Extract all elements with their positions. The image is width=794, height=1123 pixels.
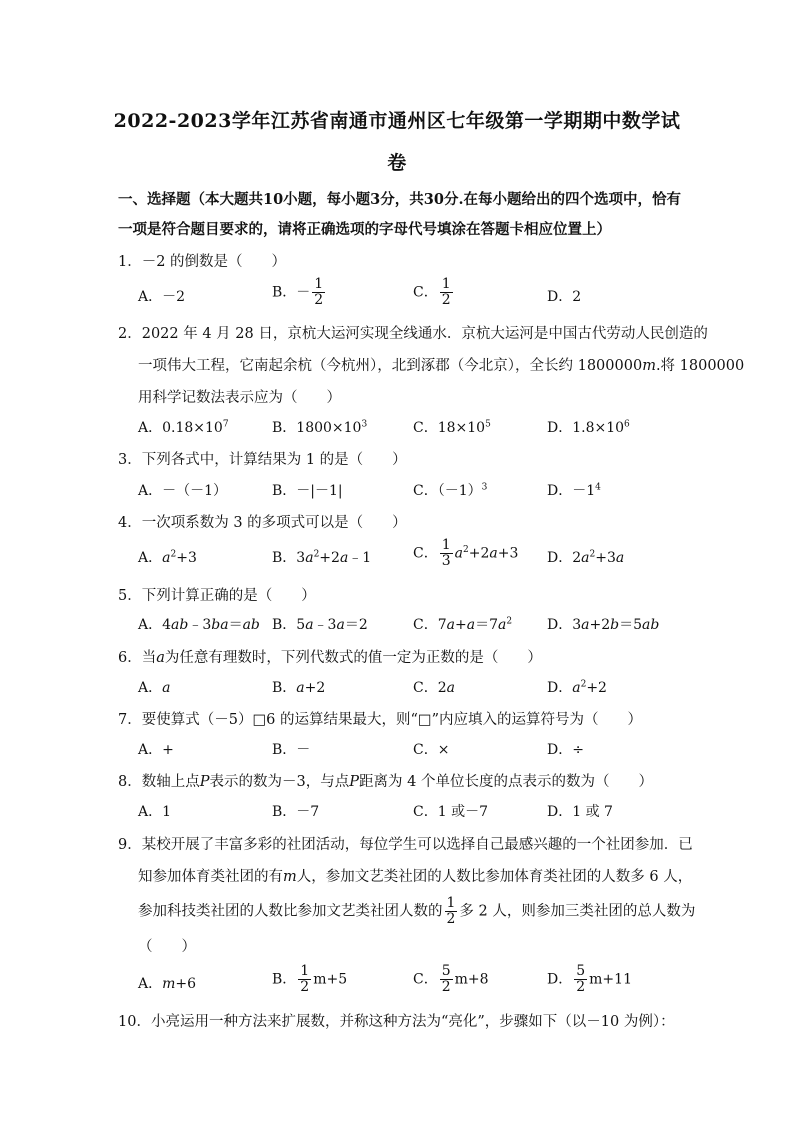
option-label: B．－	[272, 284, 311, 301]
numerator: 1	[441, 276, 451, 292]
text: C．	[413, 971, 438, 988]
text: B．	[272, 680, 297, 696]
exponent: 2	[580, 679, 587, 690]
variable: a	[296, 680, 305, 696]
option-label: C．	[413, 284, 438, 301]
text: D．2	[547, 550, 582, 566]
variable: P	[349, 774, 359, 790]
text: 人，参加文艺类社团的人数比参加体育类社团的人数多 6 人，	[296, 869, 693, 885]
question-9-line-1: 9．某校开展了丰富多彩的社团活动，每位学生可以选择自己最感兴趣的一个社团参加．已	[118, 837, 693, 853]
section-heading-line-2: 一项是符合题目要求的，请将正确选项的字母代号填涂在答题卡相应位置上）	[118, 221, 611, 238]
numerator: 5	[441, 963, 451, 979]
variable: a	[498, 617, 507, 633]
option-text: C．（－1）	[413, 483, 482, 499]
exponent: 3	[361, 419, 368, 430]
question-4-option-c	[413, 538, 518, 569]
denominator: 2	[446, 911, 456, 927]
text: C．2	[413, 680, 447, 696]
exponent: 3	[481, 482, 488, 493]
text: 距离为 4 个单位长度的点表示的数为（ ）	[359, 774, 653, 790]
question-7-option-c: C．×	[413, 742, 450, 758]
variable: ab	[171, 617, 189, 633]
question-2-line-1: 2．2022 年 4 月 28 日，京杭大运河实现全线通水．京杭大运河是中国古代劳动人民创造的	[118, 326, 708, 342]
text: +2	[304, 680, 326, 696]
exponent: 5	[485, 419, 491, 430]
text: D．	[547, 680, 573, 696]
variable: a	[305, 617, 314, 633]
text: 一项伟大工程，它南起余杭（今杭州），北到涿郡（今北京），全长约 1800000	[138, 358, 643, 374]
text: +	[454, 617, 467, 633]
text: A．4	[138, 617, 172, 633]
question-1-option-a: A．－2	[138, 289, 186, 305]
question-5-option-d	[547, 614, 659, 634]
fraction	[440, 277, 453, 308]
question-8-option-b: B．－7	[272, 804, 320, 820]
fraction	[440, 964, 453, 995]
numerator: 5	[576, 963, 586, 979]
question-2-line-3: 用科学记数法表示应为（ ）	[138, 390, 341, 406]
variable: a	[489, 545, 498, 562]
variable: ab	[242, 617, 260, 633]
text: 参加科技类社团的人数比参加文艺类社团人数的	[138, 903, 443, 920]
text: ﹣1	[348, 550, 372, 566]
denominator: 2	[576, 979, 586, 995]
text: 8．数轴上点	[118, 774, 200, 790]
variable: a	[581, 617, 590, 633]
text: C．7	[413, 617, 447, 633]
question-4-option-a	[138, 547, 197, 567]
question-9-option-d	[547, 964, 632, 995]
question-1-option-d: D．2	[547, 289, 582, 305]
text: m+5	[313, 971, 348, 988]
question-9-line-4: （ ）	[138, 939, 196, 955]
text: A．	[138, 550, 163, 566]
numerator: 1	[446, 895, 456, 911]
text: ﹣3	[313, 617, 337, 633]
question-6-option-b	[272, 677, 325, 697]
text: ﹣3	[188, 617, 212, 633]
option-text: B．1800×10	[272, 420, 362, 436]
exponent: 2	[313, 549, 320, 560]
question-2-option-d	[547, 417, 630, 437]
exponent: 2	[170, 549, 177, 560]
question-3-option-d	[547, 480, 601, 500]
question-9-line-3	[138, 896, 695, 927]
fraction	[298, 964, 311, 995]
text: B．5	[272, 617, 306, 633]
question-6-option-d	[547, 677, 607, 697]
question-5-stem: 5．下列计算正确的是（ ）	[118, 588, 316, 604]
question-3-option-c	[413, 480, 487, 500]
question-5-option-a	[138, 614, 260, 634]
text: 表示的数为－3，与点	[209, 774, 350, 790]
denominator: 3	[441, 553, 451, 569]
question-9-option-c	[413, 964, 489, 995]
question-1-option-b	[272, 277, 327, 308]
question-10-stem: 10．小亮运用一种方法来扩展数，并称这种方法为“亮化”，步骤如下（以－10 为例）：	[118, 1014, 675, 1030]
exponent: 2	[589, 549, 596, 560]
question-8-option-a: A．1	[138, 804, 172, 820]
question-7-stem: 7．要使算式（－5）□6 的运算结果最大，则“□”内应填入的运算符号为（ ）	[118, 712, 643, 728]
variable: P	[199, 774, 210, 790]
question-3-option-b: B．－|－1|	[272, 483, 343, 499]
variable: a	[162, 680, 171, 696]
question-6-option-a	[138, 677, 170, 697]
question-9-option-b	[272, 964, 347, 995]
option-text: D．－1	[547, 483, 596, 499]
exponent: 6	[624, 419, 630, 430]
question-1-option-c	[413, 277, 455, 308]
text: 知参加体育类社团的有	[138, 869, 283, 885]
text: A．	[138, 680, 163, 696]
text: .将 1800000	[655, 358, 745, 374]
variable: a	[454, 545, 463, 562]
text: +2	[319, 550, 340, 566]
text: +2	[586, 680, 607, 696]
exam-title-line-1: 2022-2023学年江苏省南通市通州区七年级第一学期期中数学试	[113, 110, 681, 132]
text: ＝5	[619, 617, 643, 633]
numerator: 1	[441, 537, 451, 553]
fraction	[312, 277, 325, 308]
question-3-stem: 3．下列各式中，计算结果为 1 的是（ ）	[118, 452, 407, 468]
question-2-option-b	[272, 417, 367, 437]
text: +3	[595, 550, 616, 566]
option-text: D．1.8×10	[547, 420, 625, 436]
variable: a	[581, 550, 590, 566]
question-9-option-a	[138, 973, 196, 993]
text: 为任意有理数时，下列代数式的值一定为正数的是（ ）	[164, 650, 542, 666]
question-3-option-a: A．－（－1）	[138, 483, 228, 499]
denominator: 2	[441, 292, 451, 308]
variable: a	[162, 550, 171, 566]
section-heading-line-1: 一、选择题（本大题共10小题，每小题3分，共30分.在每小题给出的四个选项中，恰有	[118, 191, 681, 208]
text: ＝	[228, 617, 243, 633]
text: ＝2	[344, 617, 368, 633]
variable: a	[572, 680, 581, 696]
question-1-stem: 1．－2 的倒数是（ ）	[118, 254, 287, 270]
variable: ba	[211, 617, 229, 633]
question-5-option-b	[272, 614, 368, 634]
text: 6．当	[118, 650, 157, 666]
question-7-option-b: B．－	[272, 742, 311, 758]
option-text: C．18×10	[413, 420, 486, 436]
question-4-stem: 4．一次项系数为 3 的多项式可以是（ ）	[118, 515, 407, 531]
variable: a	[336, 617, 345, 633]
text: B．	[272, 971, 297, 988]
variable: a	[156, 650, 165, 666]
variable: a	[305, 550, 314, 566]
text: B．3	[272, 550, 306, 566]
question-6-stem	[118, 646, 542, 667]
text: D．3	[547, 617, 582, 633]
variable: a	[466, 617, 476, 633]
question-8-option-d: D．1 或 7	[547, 804, 613, 820]
text: +6	[175, 976, 197, 992]
text: 多 2 人，则参加三类社团的总人数为	[459, 903, 696, 920]
text: m+8	[454, 971, 489, 988]
question-2-option-c	[413, 417, 491, 437]
text: m+11	[589, 971, 632, 988]
text: +2	[589, 617, 611, 633]
variable: m	[283, 869, 297, 885]
exponent: 4	[595, 482, 601, 493]
question-4-option-b	[272, 547, 371, 567]
variable: a	[446, 680, 455, 696]
question-8-stem	[118, 770, 653, 791]
question-7-option-a: A．+	[138, 742, 174, 758]
question-7-option-d: D．÷	[547, 742, 584, 758]
denominator: 2	[300, 979, 310, 995]
numerator: 1	[314, 276, 324, 292]
question-4-option-d	[547, 547, 624, 567]
variable: m	[642, 358, 656, 374]
variable: a	[339, 550, 349, 566]
fraction	[574, 964, 587, 995]
text: +3	[497, 545, 519, 562]
text: +3	[176, 550, 197, 566]
question-5-option-c	[413, 614, 512, 634]
variable: ab	[642, 617, 660, 633]
question-9-line-2	[138, 865, 692, 886]
fraction	[440, 538, 453, 569]
variable: b	[610, 617, 620, 633]
denominator: 2	[314, 292, 324, 308]
exponent: 7	[222, 419, 229, 430]
question-8-option-c: C．1 或－7	[413, 804, 488, 820]
text: ＝7	[475, 617, 498, 633]
question-6-option-c	[413, 677, 455, 697]
variable: a	[615, 550, 625, 566]
option-text: A．0.18×10	[138, 420, 223, 436]
variable: a	[446, 617, 455, 633]
text: +2	[468, 545, 490, 562]
text: A．	[138, 976, 163, 992]
text: D．	[547, 971, 573, 988]
exam-title-line-2: 卷	[387, 152, 407, 174]
denominator: 2	[441, 979, 451, 995]
variable: m	[162, 976, 176, 992]
exponent: 2	[463, 544, 469, 555]
question-2-option-a	[138, 417, 229, 437]
question-2-line-2	[138, 354, 744, 375]
text: C．	[413, 545, 438, 562]
numerator: 1	[300, 963, 310, 979]
exponent: 2	[506, 616, 513, 627]
fraction	[445, 896, 458, 927]
